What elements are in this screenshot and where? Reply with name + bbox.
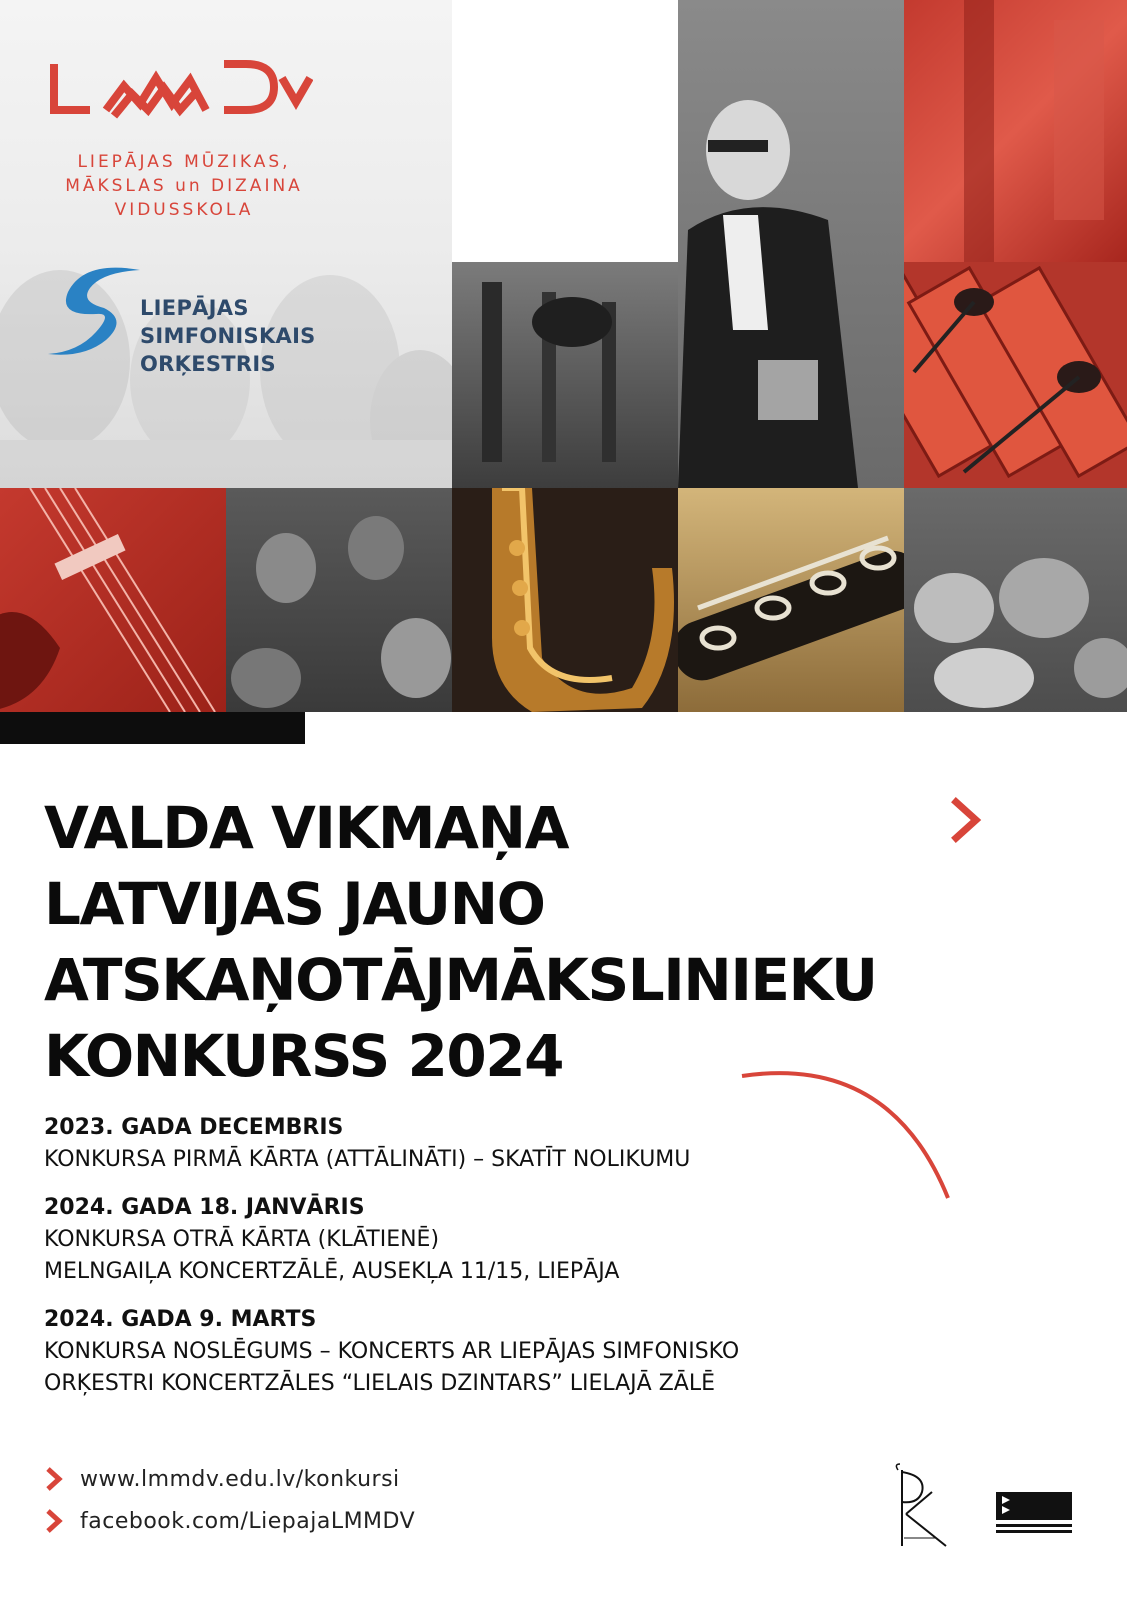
- orchestra-name-line: LIEPĀJAS: [140, 296, 249, 320]
- audience-photo: [226, 488, 452, 712]
- event-description: KONKURSA PIRMĀ KĀRTA (ATTĀLINĀTI) – SKATĪT NOLIKUMU: [44, 1147, 691, 1172]
- school-name-line: MĀKSLAS un DIZAINA: [65, 176, 303, 196]
- divider-bar: [0, 712, 305, 744]
- lmmdv-logo: [48, 58, 313, 130]
- school-name-line: LIEPĀJAS MŪZIKAS,: [77, 152, 291, 172]
- conductor-photo-lower: [452, 262, 678, 488]
- event-description: KONKURSA NOSLĒGUMS – KONCERTS AR LIEPĀJAS SIMFONISKO: [44, 1339, 740, 1364]
- event-schedule: [44, 1112, 739, 1416]
- violin-photo: [0, 488, 226, 712]
- schedule-item: [44, 1304, 739, 1400]
- orchestra-name: [140, 294, 316, 378]
- chevron-right-icon: [948, 796, 984, 844]
- facebook-link[interactable]: [44, 1500, 415, 1542]
- event-description: KONKURSA OTRĀ KĀRTA (KLĀTIENĒ): [44, 1227, 440, 1252]
- competition-title: [44, 790, 877, 1094]
- website-url[interactable]: www.lmmdv.edu.lv/konkursi: [80, 1466, 400, 1492]
- schedule-item: [44, 1192, 739, 1288]
- event-date: 2024. GADA 9. MARTS: [44, 1307, 317, 1332]
- orchestra-name-line: SIMFONISKAIS: [140, 324, 316, 348]
- title-line: ATSKAŅOTĀJMĀKSLINIEKU: [44, 946, 877, 1014]
- red-tile-top: [904, 0, 1127, 262]
- chevron-right-icon: [44, 1466, 64, 1492]
- school-name: [48, 150, 320, 222]
- event-location: MELNGAIĻA KONCERTZĀLĒ, AUSEKĻA 11/15, LIEPĀJA: [44, 1259, 620, 1284]
- clarinet-photo: [678, 488, 904, 712]
- links: [44, 1458, 415, 1542]
- partner-logo: [892, 1462, 952, 1548]
- event-date: 2024. GADA 18. JANVĀRIS: [44, 1195, 365, 1220]
- title-line: LATVIJAS JAUNO: [44, 870, 545, 938]
- orchestra-name-line: ORĶESTRIS: [140, 352, 276, 376]
- conductor-photo: [678, 0, 904, 488]
- title-line: KONKURSS 2024: [44, 1022, 563, 1090]
- facebook-url[interactable]: facebook.com/LiepajaLMMDV: [80, 1508, 416, 1534]
- school-name-line: VIDUSSKOLA: [114, 200, 254, 220]
- schedule-item: [44, 1112, 739, 1176]
- chevron-right-icon: [44, 1508, 64, 1534]
- white-square: [452, 0, 678, 262]
- event-description: ORĶESTRI KONCERTZĀLES “LIELAIS DZINTARS” LIELAJĀ ZĀLĒ: [44, 1371, 715, 1396]
- title-line: VALDA VIKMAŅA: [44, 794, 568, 862]
- saxophone-photo: [452, 488, 678, 712]
- decorative-arc: [740, 1060, 960, 1210]
- event-date: 2023. GADA DECEMBRIS: [44, 1115, 344, 1140]
- orchestra-logo: [44, 262, 154, 362]
- website-link[interactable]: [44, 1458, 415, 1500]
- orchestra-photo-gray: [904, 488, 1127, 712]
- vkkf-logo: [996, 1492, 1072, 1536]
- xylophone-photo: [904, 262, 1127, 488]
